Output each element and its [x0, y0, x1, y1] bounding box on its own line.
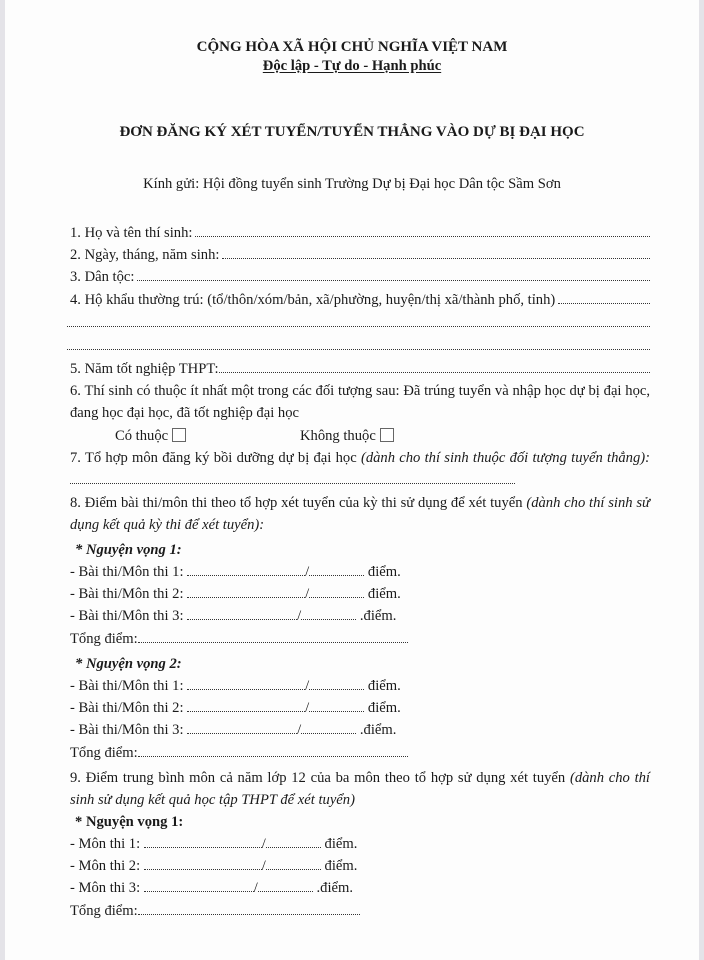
separator: /: [305, 564, 310, 580]
graduation-year-blank[interactable]: [219, 360, 650, 373]
s8-nv2-total[interactable]: [70, 744, 408, 762]
score-blank[interactable]: [301, 608, 356, 620]
residence-field[interactable]: [70, 291, 650, 309]
s9-nv1-total[interactable]: [70, 902, 360, 920]
separator: /: [305, 700, 310, 716]
subject-blank[interactable]: [187, 722, 297, 734]
score-blank[interactable]: [309, 700, 364, 712]
subject-blank[interactable]: [144, 880, 254, 892]
ethnicity-blank[interactable]: [137, 268, 650, 281]
row-label: - Môn thi 1:: [70, 836, 141, 852]
graduation-year-field[interactable]: [70, 360, 650, 378]
gpa-question: [70, 767, 650, 811]
s9-nv1-row-1[interactable]: [70, 835, 357, 853]
form-title: ĐƠN ĐĂNG KÝ XÉT TUYỂN/TUYỂN THẲNG VÀO DỰ BỊ ĐẠI HỌC: [119, 124, 585, 140]
subject-combo-blank[interactable]: [70, 472, 515, 484]
separator: /: [261, 836, 266, 852]
full-name-field[interactable]: [70, 224, 650, 242]
option-yes-label: Có thuộc: [115, 428, 169, 444]
score-blank[interactable]: [309, 678, 364, 690]
residence-blank-3[interactable]: [67, 337, 650, 350]
subject-blank[interactable]: [187, 678, 305, 690]
residence-label: 4. Hộ khẩu thường trú: (tổ/thôn/xóm/bản, xã/phường, huyện/thị xã/thành phố, tỉnh): [70, 292, 556, 308]
score-blank[interactable]: [258, 880, 313, 892]
subject-combo-question: [70, 447, 650, 491]
total-label: Tổng điểm:: [70, 903, 138, 919]
birth-date-field[interactable]: [70, 246, 650, 264]
separator: /: [297, 722, 302, 738]
s8-nv1-title: * Nguyện vọng 1:: [75, 542, 182, 558]
gpa-note: (dành cho thí sinh sử dụng kết quả học tập THPT để xét tuyển): [70, 770, 650, 808]
s8-nv2-row-2[interactable]: [70, 699, 401, 717]
subject-combo-note: (dành cho thí sinh thuộc đối tượng tuyển thẳng):: [360, 450, 650, 466]
option-no-label: Không thuộc: [300, 428, 376, 444]
unit-label: điểm.: [367, 564, 401, 580]
residence-blank-2[interactable]: [67, 314, 650, 327]
s9-nv1-row-2[interactable]: [70, 857, 357, 875]
document-page: [5, 0, 699, 960]
unit-label: điểm.: [324, 858, 358, 874]
subject-blank[interactable]: [187, 586, 305, 598]
s8-nv1-total[interactable]: [70, 630, 408, 648]
subject-blank[interactable]: [144, 858, 262, 870]
gpa-label: 9. Điểm trung bình môn cả năm lớp 12 của ba môn theo tổ hợp sử dụng xét tuyển: [70, 770, 566, 786]
total-blank[interactable]: [138, 902, 360, 915]
subject-combo-label: 7. Tổ hợp môn đăng ký bồi dưỡng dự bị đại học: [70, 450, 357, 466]
yes-checkbox[interactable]: [172, 428, 186, 442]
separator: /: [297, 608, 302, 624]
recipient-line: Kính gửi: Hội đồng tuyển sinh Trường Dự bị Đại học Dân tộc Sầm Sơn: [143, 176, 561, 192]
unit-label: điểm.: [363, 608, 397, 624]
subject-blank[interactable]: [187, 608, 297, 620]
unit-label: điểm.: [367, 700, 401, 716]
option-no[interactable]: [300, 427, 394, 445]
unit-label: điểm.: [367, 678, 401, 694]
birth-date-label: 2. Ngày, tháng, năm sinh:: [70, 247, 220, 263]
s9-nv1-title: * Nguyện vọng 1:: [75, 814, 184, 830]
row-label: - Môn thi 2:: [70, 858, 141, 874]
separator: /: [261, 858, 266, 874]
row-label: - Bài thi/Môn thi 3:: [70, 722, 184, 738]
subject-blank[interactable]: [144, 836, 262, 848]
unit-label: điểm.: [320, 880, 354, 896]
residence-line-2[interactable]: [67, 314, 650, 327]
graduation-year-label: 5. Năm tốt nghiệp THPT:: [70, 361, 219, 377]
unit-label: điểm.: [324, 836, 358, 852]
birth-date-blank[interactable]: [222, 246, 650, 259]
score-blank[interactable]: [309, 564, 364, 576]
score-blank[interactable]: [301, 722, 356, 734]
score-blank[interactable]: [266, 836, 321, 848]
total-label: Tổng điểm:: [70, 745, 138, 761]
total-blank[interactable]: [138, 630, 408, 643]
row-label: - Bài thi/Môn thi 2:: [70, 700, 184, 716]
score-blank[interactable]: [309, 586, 364, 598]
national-title: CỘNG HÒA XÃ HỘI CHỦ NGHĨA VIỆT NAM: [196, 39, 508, 55]
eligibility-question: 6. Thí sinh có thuộc ít nhất một trong các đối tượng sau: Đã trúng tuyển và nhập học dự bị đại học, đang học đại học, đã tốt nghiệp đại học: [70, 383, 650, 421]
row-label: - Bài thi/Môn thi 1:: [70, 564, 184, 580]
row-label: - Bài thi/Môn thi 3:: [70, 608, 184, 624]
total-label: Tổng điểm:: [70, 631, 138, 647]
separator: /: [305, 586, 310, 602]
row-label: - Bài thi/Môn thi 2:: [70, 586, 184, 602]
separator: /: [305, 678, 310, 694]
s9-nv1-row-3[interactable]: - Môn thi 3: / .điểm.: [70, 880, 354, 896]
unit-label: điểm.: [367, 586, 401, 602]
unit-label: điểm.: [363, 722, 397, 738]
ethnicity-label: 3. Dân tộc:: [70, 269, 135, 285]
exam-score-label: 8. Điểm bài thi/môn thi theo tổ hợp xét tuyển của kỳ thi sử dụng để xét tuyển: [70, 495, 523, 511]
subject-blank[interactable]: [187, 700, 305, 712]
full-name-label: 1. Họ và tên thí sinh:: [70, 225, 193, 241]
no-checkbox[interactable]: [380, 428, 394, 442]
option-yes[interactable]: [115, 427, 186, 445]
residence-line-3[interactable]: [67, 337, 650, 350]
total-blank[interactable]: [138, 744, 408, 757]
s8-nv2-row-1[interactable]: [70, 677, 401, 695]
subject-blank[interactable]: [187, 564, 305, 576]
row-label: - Bài thi/Môn thi 1:: [70, 678, 184, 694]
exam-score-note: (dành cho thí sinh sử dụng kết quả kỳ thi để xét tuyển):: [70, 495, 650, 533]
separator: /: [253, 880, 258, 896]
ethnicity-field[interactable]: [70, 268, 650, 286]
motto: Độc lập - Tự do - Hạnh phúc: [262, 58, 442, 74]
full-name-blank[interactable]: [195, 224, 650, 237]
s8-nv1-row-2[interactable]: [70, 585, 401, 603]
s8-nv2-title: * Nguyện vọng 2:: [75, 656, 182, 672]
exam-score-question: [70, 492, 650, 536]
s8-nv1-row-3[interactable]: - Bài thi/Môn thi 3: / .điểm.: [70, 608, 397, 624]
row-label: - Môn thi 3:: [70, 880, 141, 896]
score-blank[interactable]: [266, 858, 321, 870]
s8-nv1-row-1[interactable]: [70, 563, 401, 581]
s8-nv2-row-3[interactable]: - Bài thi/Môn thi 3: / .điểm.: [70, 722, 397, 738]
residence-blank[interactable]: [558, 291, 650, 304]
